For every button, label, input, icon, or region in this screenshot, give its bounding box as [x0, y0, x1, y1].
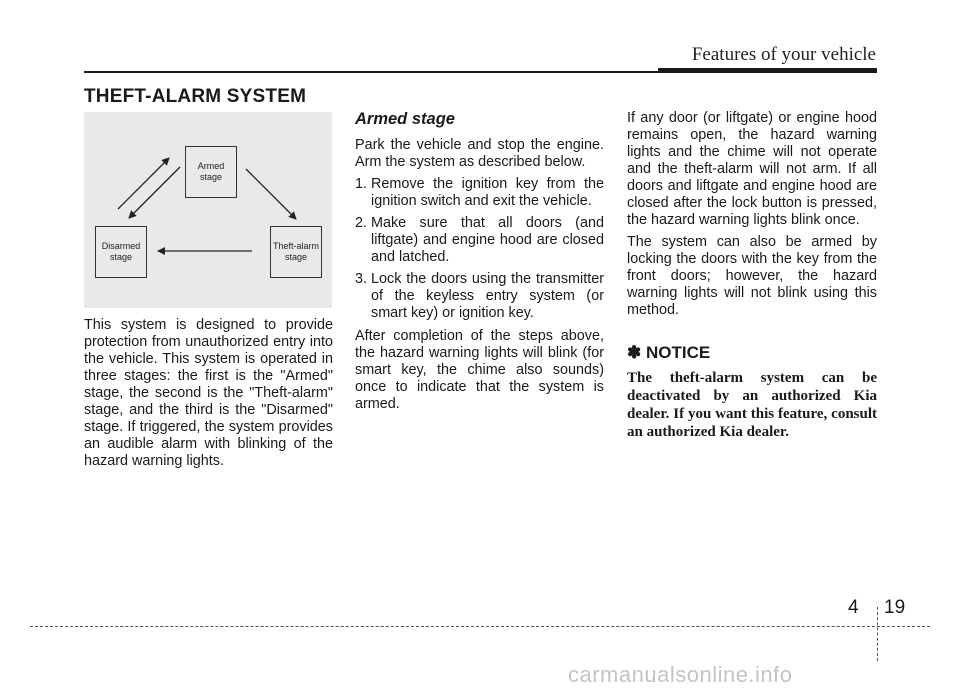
notice-heading: ✽ NOTICE: [627, 343, 711, 362]
intro-column: [84, 317, 333, 475]
armed-after: After completion of the steps above, the hazard warning lights will blink (for smart key, the chime also sounds) once to indicate that the system is armed.: [355, 328, 604, 412]
footer-divider: [877, 607, 878, 661]
step-text: Lock the doors using the transmitter of the keyless entry system (or smart key) or ignition key.: [371, 271, 604, 321]
step-text: Remove the ignition key from the ignition switch and exit the vehicle.: [371, 176, 604, 209]
disarmed-stage-box: Disarmed stage: [95, 226, 147, 278]
step-text: Make sure that all doors (and liftgate) and engine hood are closed and latched.: [371, 215, 604, 265]
footer-rule: [30, 626, 930, 627]
armed-intro: Park the vehicle and stop the engine. Arm the system as described below.: [355, 137, 604, 170]
armed-stage-box: Armed stage: [185, 146, 237, 198]
intro-paragraph: This system is designed to provide protection from unauthorized entry into the vehicle. This system is operated in three stages: the first is the "Armed" stage, the second is the "Theft-alarm" stage, and the third is the "Disarmed" stage. If triggered, the system provides an audible alarm with blinking of the hazard warning lights.: [84, 317, 333, 469]
theft-alarm-stage-box: Theft-alarm stage: [270, 226, 322, 278]
armed-steps: [355, 176, 604, 322]
section-title: THEFT-ALARM SYSTEM: [84, 86, 307, 107]
armed-column: [355, 110, 604, 418]
stage-diagram: [84, 112, 332, 308]
right-column: [627, 110, 877, 446]
list-item: [355, 271, 604, 322]
header-rule-accent: [658, 68, 877, 73]
armed-heading: Armed stage: [355, 110, 455, 128]
list-item: [355, 215, 604, 266]
list-item: [355, 176, 604, 210]
arrow-armed-to-disarmed: [129, 167, 180, 218]
page-number: 19: [884, 597, 906, 618]
chapter-number: 4: [848, 597, 859, 618]
right-paragraph-1: If any door (or liftgate) or engine hood remains open, the hazard warning lights and the chime will not operate and the theft-alarm will not arm. If all doors and liftgate and engine hood are closed after the lock button is pressed, the hazard warning lights blink once.: [627, 110, 877, 228]
stage-arrows: [84, 112, 332, 308]
header-title: Features of your vehicle: [691, 44, 876, 65]
notice-text: The theft-alarm system can be deactivated by an authorized Kia dealer. If you want this feature, consult an authorized Kia dealer.: [627, 370, 877, 440]
step-number: 2.: [355, 215, 368, 231]
right-paragraph-2: The system can also be armed by locking the doors with the key from the front doors; however, the hazard warning lights will not blink using this method.: [627, 234, 877, 318]
watermark: carmanualsonline.info: [568, 662, 793, 687]
arrow-armed-to-theft: [246, 169, 296, 219]
step-number: 3.: [355, 271, 368, 287]
arrow-disarmed-to-armed: [118, 158, 169, 209]
step-number: 1.: [355, 176, 368, 192]
